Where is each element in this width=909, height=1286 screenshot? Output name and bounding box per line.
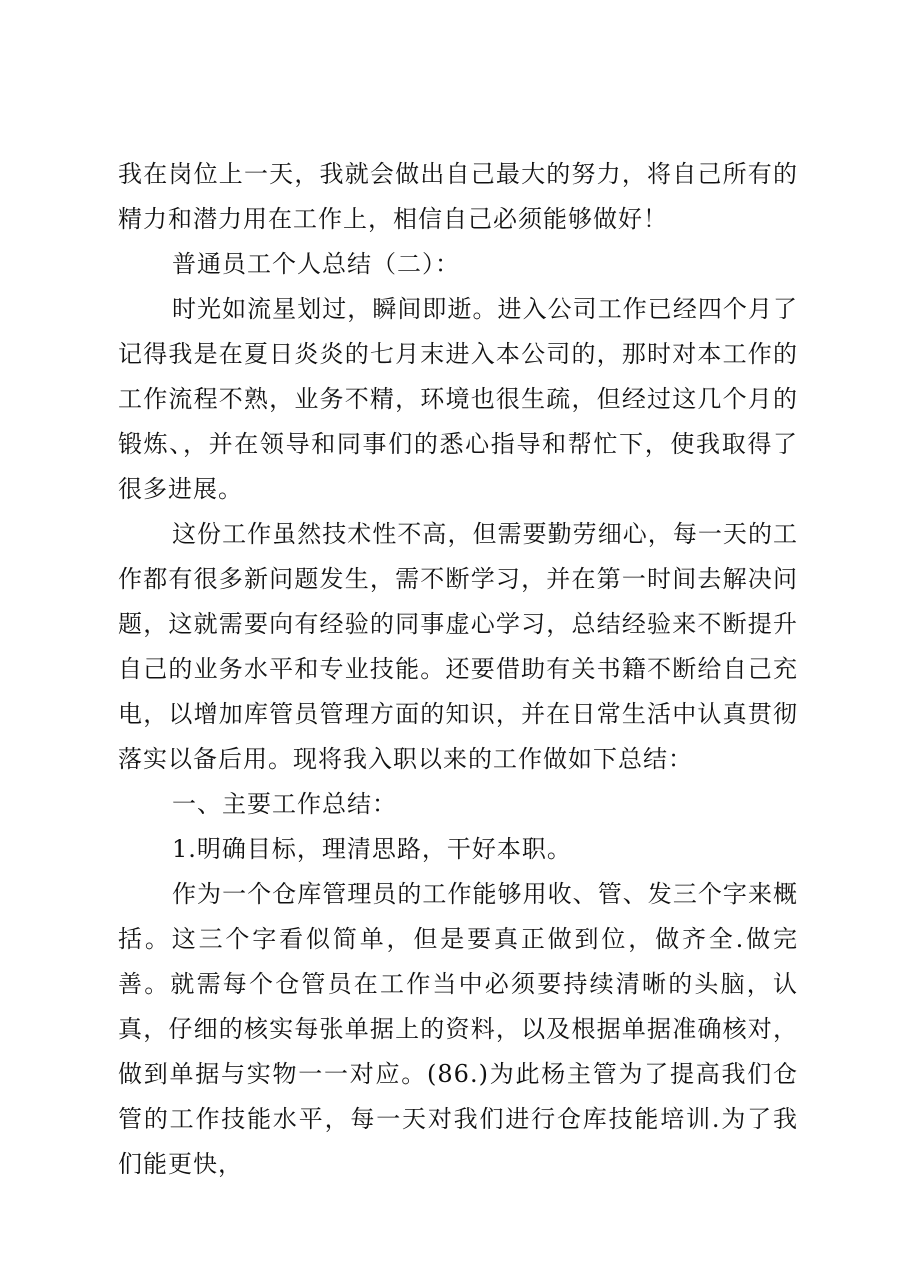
paragraph-3: 时光如流星划过，瞬间即逝。进入公司工作已经四个月了记得我是在夏日炎炎的七月末进入本公司的，那时对本工作的工作流程不熟，业务不精，环境也很生疏，但经过这几个月的锻炼、，并在领导和同事们的悉心指导和帮忙下，使我取得了很多进展。 [118, 295, 798, 503]
paragraph-1: 我在岗位上一天，我就会做出自己最大的努力，将自己所有的精力和潜力用在工作上，相信自己必须能够做好！ [118, 160, 798, 233]
paragraph-4: 这份工作虽然技术性不高，但需要勤劳细心，每一天的工作都有很多新问题发生，需不断学习，并在第一时间去解决问题，这就需要向有经验的同事虚心学习，总结经验来不断提升自己的业务水平和专业技能。还要借助有关书籍不断给自己充电，以增加库管员管理方面的知识，并在日常生活中认真贯彻落实以备后用。现将我入职以来的工作做如下总结： [118, 520, 798, 773]
paragraph-7: 作为一个仓库管理员的工作能够用收、管、发三个字来概括。这三个字看似简单，但是要真正做到位，做齐全.做完善。就需每个仓管员在工作当中必须要持续清晰的头脑，认真，仔细的核实每张单据上的资料，以及根据单据准确核对，做到单据与实物一一对应。(86.)为此杨主管为了提高我们仓管的工作技能水平，每一天对我们进行仓库技能培训.为了我们能更快， [118, 880, 798, 1178]
paragraph-6-subheading: 1.明确目标，理清思路，干好本职。 [172, 835, 572, 863]
document-body [118, 152, 798, 1187]
paragraph-5-section-heading: 一、主要工作总结： [172, 790, 397, 818]
paragraph-2-heading: 普通员工个人总结（二）： [172, 250, 460, 278]
